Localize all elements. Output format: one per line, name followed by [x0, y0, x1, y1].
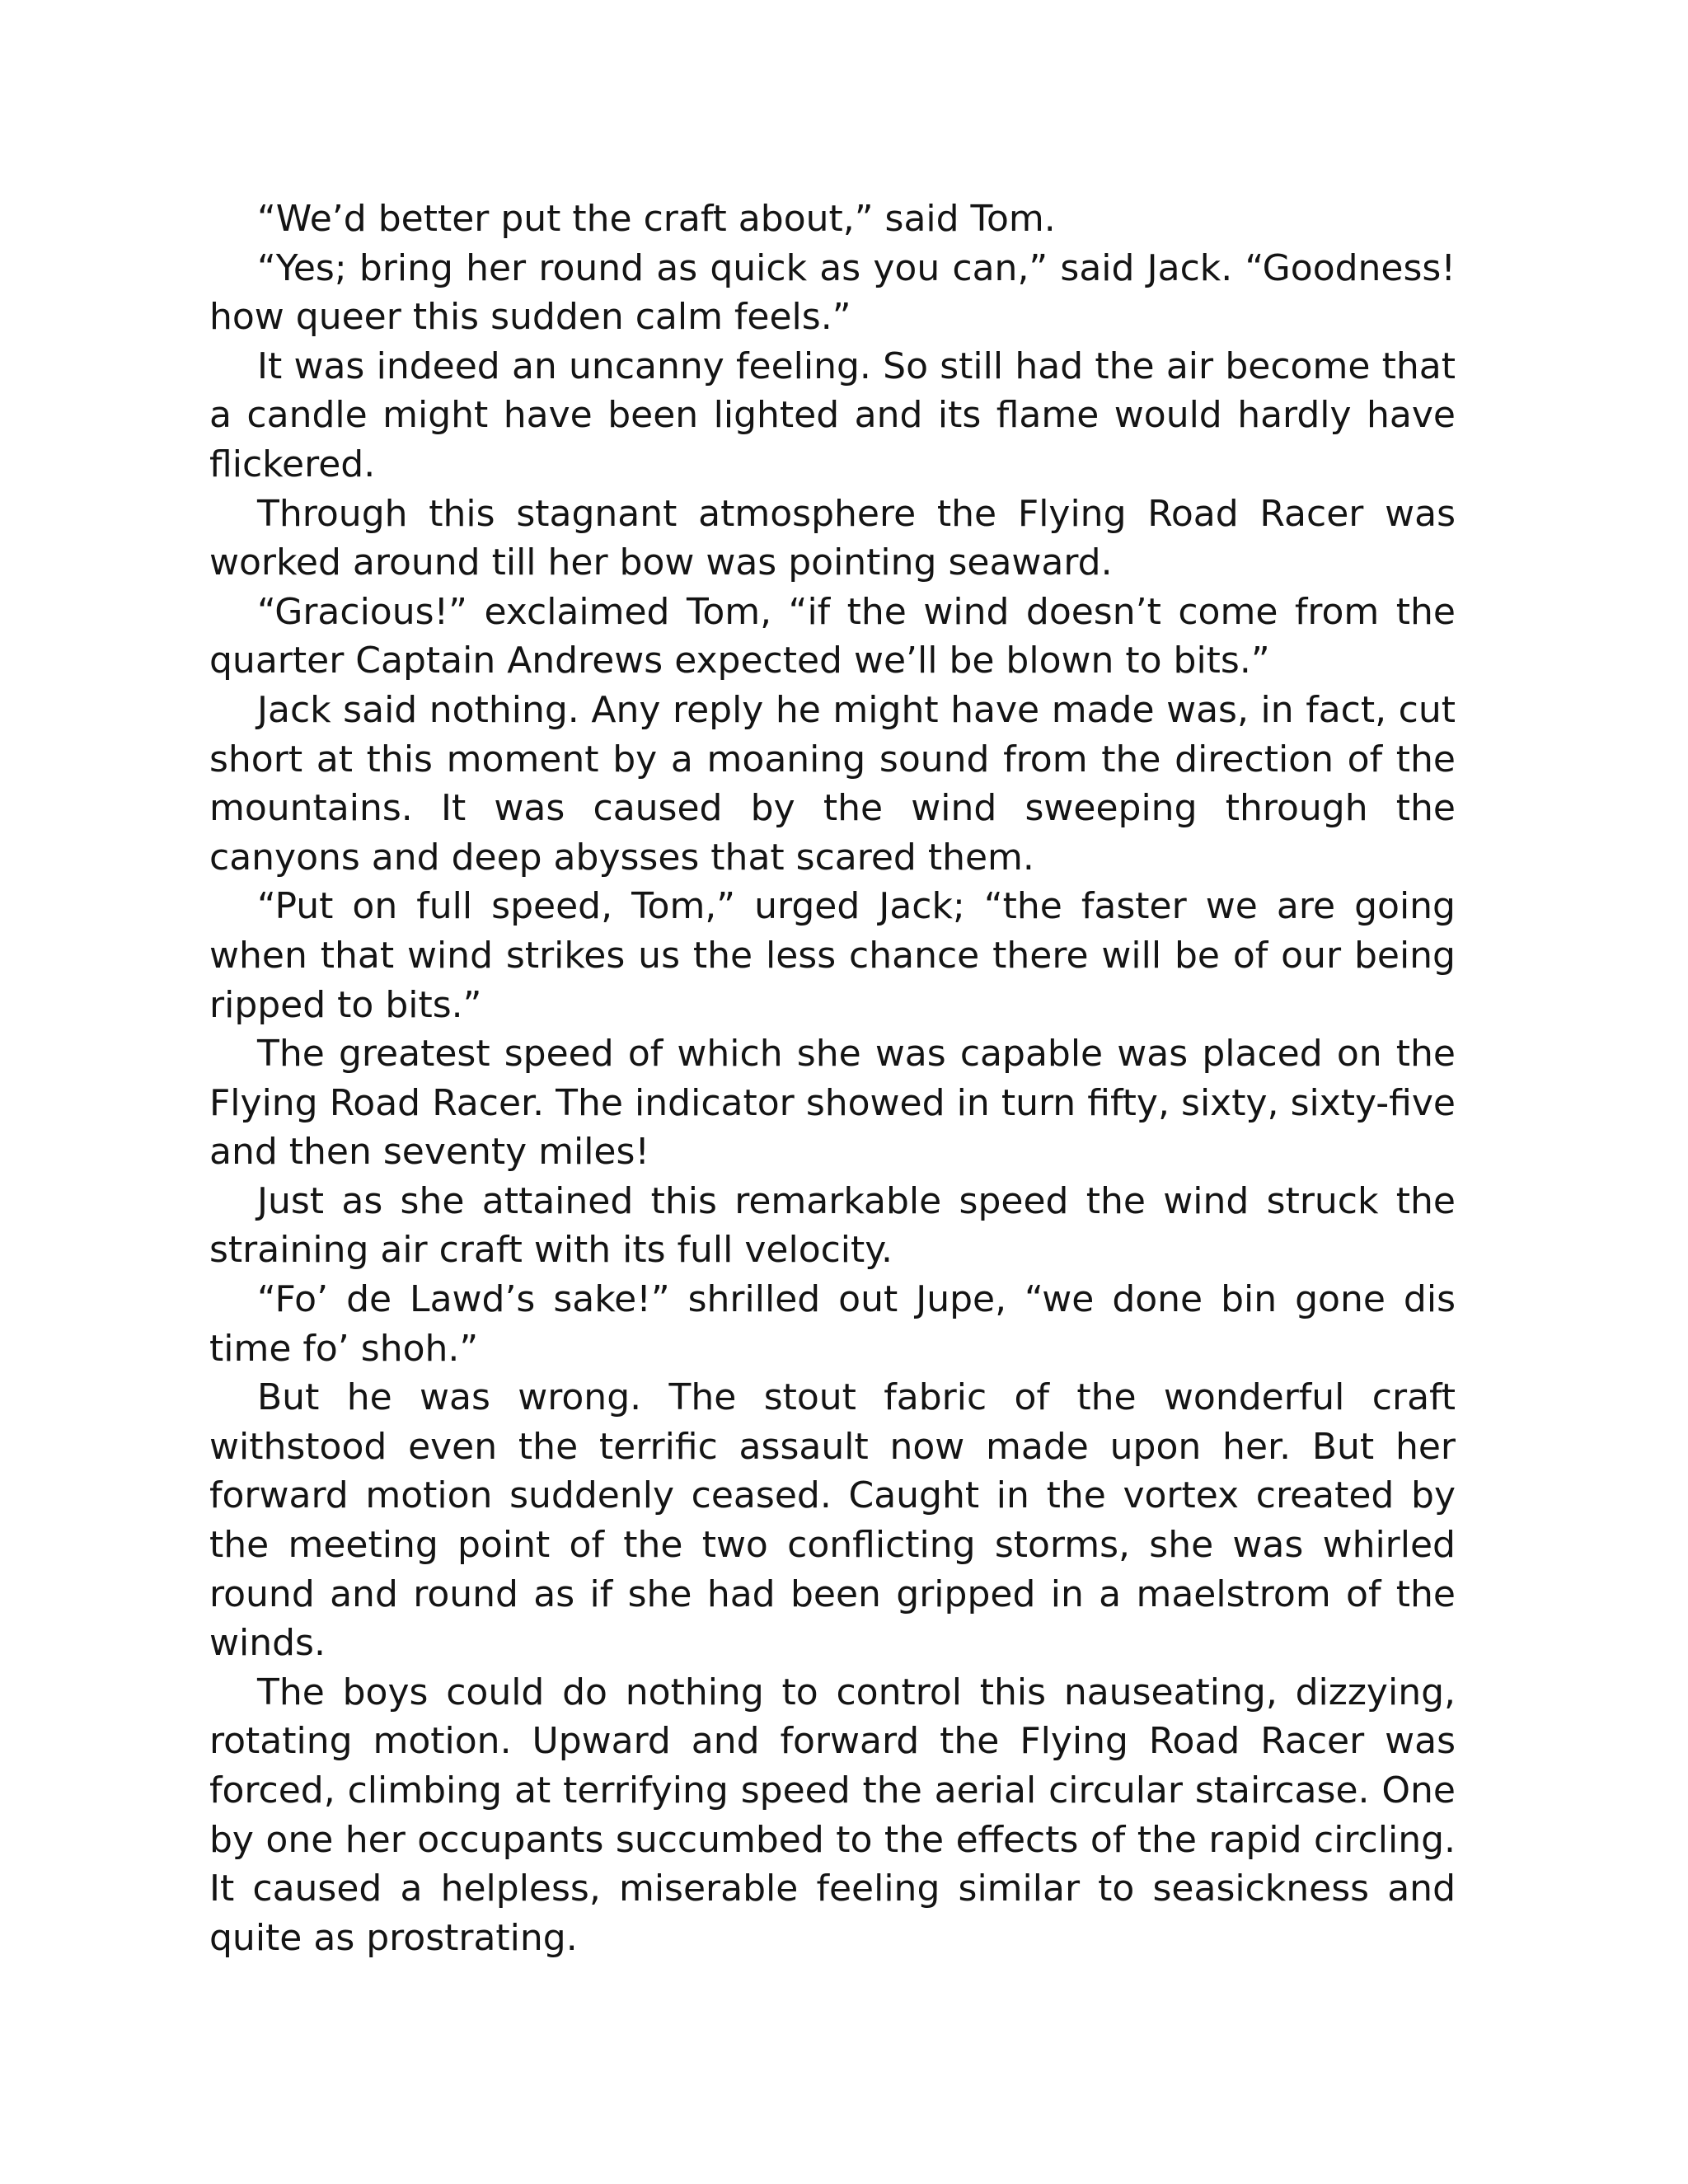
- paragraph: Through this stagnant atmosphere the Flying Road Racer was worked around till her bow was pointing seaward.: [209, 492, 1456, 584]
- paragraph: “We’d better put the craft about,” said Tom.: [257, 198, 1056, 240]
- paragraph: But he was wrong. The stout fabric of the wonderful craft withstood even the terrific assault now made upon her. But her forward motion suddenly ceased. Caught in the vortex created by the meeting point of the two conflicting storms, she was whirled round and round as if she had been gripped in a maelstrom of the winds.: [209, 1376, 1456, 1665]
- paragraph: Jack said nothing. Any reply he might have made was, in fact, cut short at this moment by a moaning sound from the direction of the mountains. It was caused by the wind sweeping through the canyons and deep abysses that scared them.: [209, 688, 1456, 879]
- paragraph: It was indeed an uncanny feeling. So still had the air become that a candle might have been lighted and its flame would hardly have flickered.: [209, 344, 1456, 485]
- paragraph: Just as she attained this remarkable speed the wind struck the straining air craft with its full velocity.: [209, 1179, 1456, 1272]
- paragraph: “Fo’ de Lawd’s sake!” shrilled out Jupe, “we done bin gone dis time fo’ shoh.”: [209, 1278, 1456, 1370]
- paragraph: “Gracious!” exclaimed Tom, “if the wind doesn’t come from the quarter Captain Andrews expected we’ll be blown to bits.”: [209, 590, 1456, 682]
- paragraph: The boys could do nothing to control this nauseating, dizzying, rotating motion. Upward and forward the Flying Road Racer was forced, climbing at terrifying speed the aerial circular staircase. One by one her occupants succumbed to the effects of the rapid circling. It caused a helpless, miserable feeling similar to seasickness and quite as prostrating.: [209, 1671, 1456, 1959]
- paragraph: “Yes; bring her round as quick as you can,” said Jack. “Goodness! how queer this sudden calm feels.”: [209, 246, 1456, 339]
- paragraph: The greatest speed of which she was capable was placed on the Flying Road Racer. The indicator showed in turn fifty, sixty, sixty-five and then seventy miles!: [209, 1033, 1456, 1174]
- paragraph: “Put on full speed, Tom,” urged Jack; “the faster we are going when that wind strikes us the less chance there will be of our being ripped to bits.”: [209, 885, 1456, 1026]
- page-text: [209, 194, 1456, 1962]
